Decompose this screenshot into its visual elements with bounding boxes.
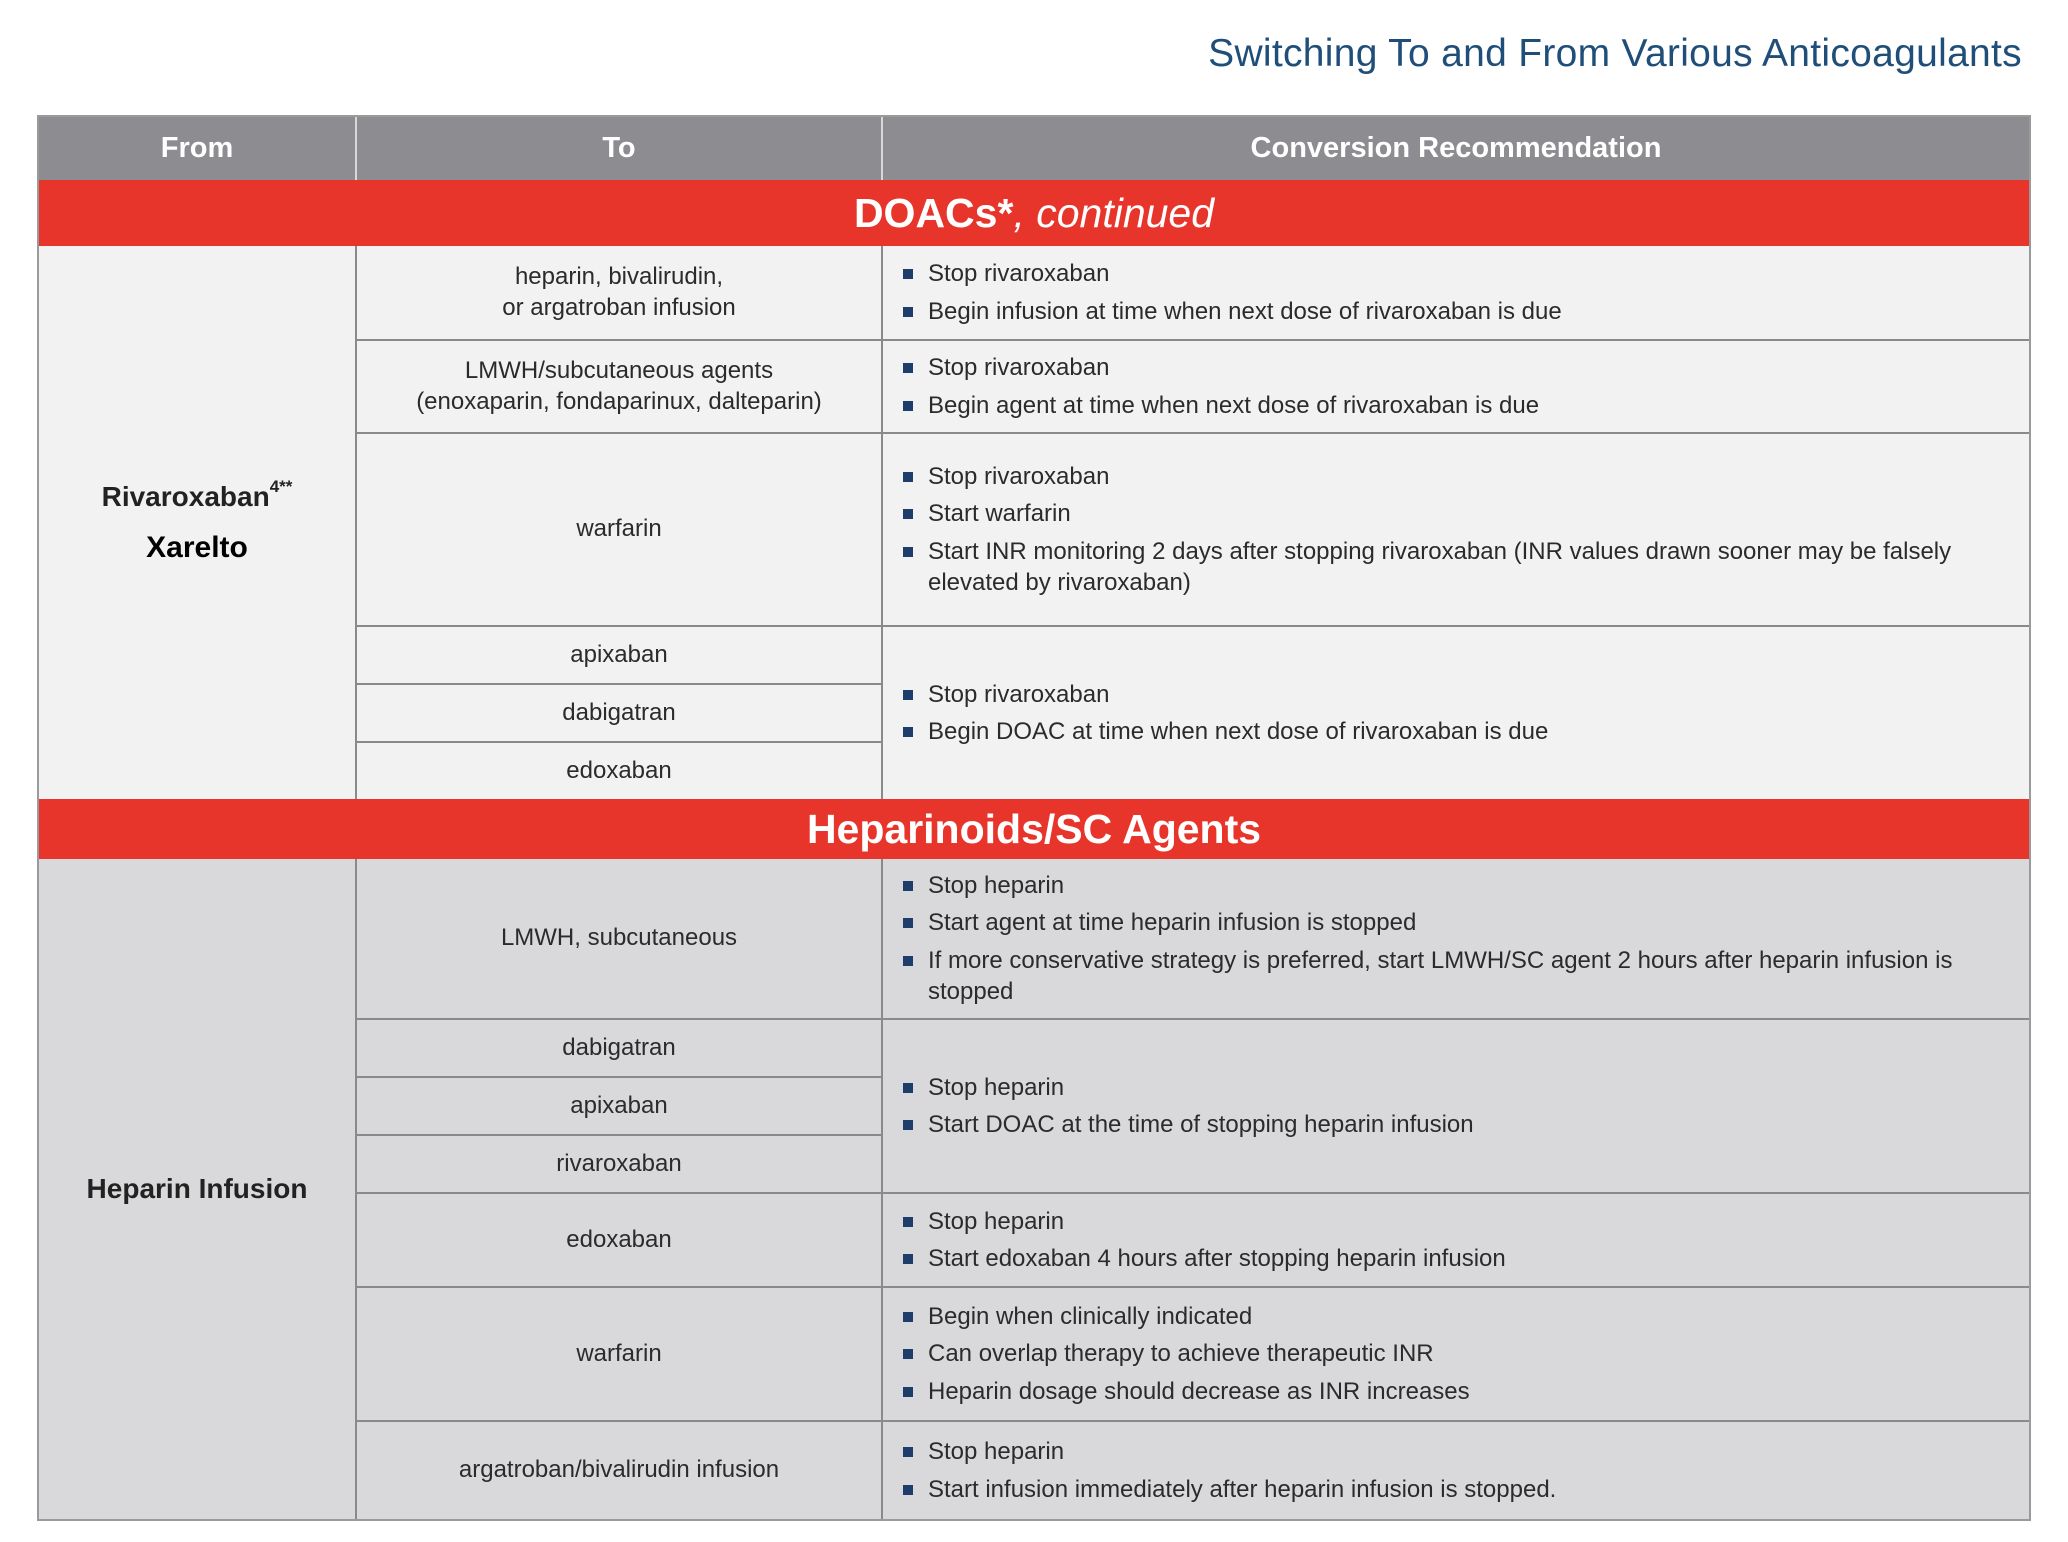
section-band-heparinoids: Heparinoids/SC Agents (39, 799, 2029, 859)
to-cell (357, 1286, 883, 1420)
cell-text: Start INR monitoring 2 days after stopping rivaroxaban (INR values drawn sooner may be falsely elevated by rivaroxaban) (928, 537, 1952, 596)
recommendation-cell (883, 859, 2029, 1018)
from-cell-rivaroxaban (39, 246, 357, 799)
bullet-square-icon (903, 690, 913, 700)
bullet-square-icon (903, 956, 913, 966)
to-cell (357, 1018, 883, 1076)
cell-text: LMWH, subcutaneous (500, 924, 738, 952)
column-header-recommendation: Conversion Recommendation (883, 117, 2029, 180)
to-cell (357, 741, 883, 799)
bullet-item (903, 390, 1969, 421)
cell-text: Stop heparin (928, 1207, 1065, 1235)
bullet-square-icon (903, 727, 913, 737)
section-band-doacs-title: DOACs* (853, 189, 1014, 236)
cell-text: heparin, bivalirudin, (514, 262, 724, 290)
cell-text: Stop heparin (928, 872, 1065, 900)
cell-text: Start warfarin (928, 500, 1071, 528)
recommendation-cell (883, 246, 2029, 339)
cell-text: Start DOAC at the time of stopping heparin infusion (928, 1111, 1474, 1138)
bullet-square-icon (903, 547, 913, 557)
recommendation-cell (883, 1018, 2029, 1192)
bullet-item (903, 1109, 1969, 1140)
bullet-square-icon (903, 401, 913, 411)
cell-text: Stop rivaroxaban (928, 354, 1110, 382)
cell-text: Heparin dosage should decrease as INR increases (928, 1377, 1470, 1405)
bullet-item (903, 945, 1969, 1007)
to-cell (357, 1192, 883, 1286)
bullet-item (903, 296, 1969, 327)
column-header-to: To (357, 117, 883, 180)
recommendation-cell (883, 1286, 2029, 1420)
cell-text: Rivaroxaban (101, 480, 270, 512)
cell-text: apixaban (570, 1091, 668, 1119)
cell-text: edoxaban (566, 756, 672, 784)
from-brand-name: Xarelto (146, 530, 248, 564)
bullet-square-icon (903, 307, 913, 317)
bullet-item (903, 1301, 1969, 1332)
bullet-item (903, 1376, 1969, 1407)
from-cell-heparin-infusion (39, 859, 357, 1519)
section-band-doacs (39, 180, 2029, 246)
bullet-item (903, 679, 1969, 710)
cell-text: argatroban/bivalirudin infusion (458, 1456, 780, 1484)
bullet-square-icon (903, 1485, 913, 1495)
cell-text: edoxaban (566, 1225, 672, 1253)
bullet-square-icon (903, 1120, 913, 1130)
cell-text: warfarin (576, 1339, 662, 1367)
bullet-square-icon (903, 1254, 913, 1264)
bullet-item (903, 907, 1969, 938)
bullet-item (903, 352, 1969, 383)
bullet-square-icon (903, 1387, 913, 1397)
bullet-square-icon (903, 1349, 913, 1359)
cell-text: LMWH/subcutaneous agents (464, 356, 774, 384)
cell-text: Stop heparin (928, 1438, 1065, 1466)
bullet-item (903, 1474, 1969, 1505)
bullet-item (903, 1338, 1969, 1369)
bullet-item (903, 1436, 1969, 1467)
cell-text: If more conservative strategy is preferred, start LMWH/SC agent 2 hours after heparin infusion is stopped (928, 946, 1953, 1005)
bullet-square-icon (903, 269, 913, 279)
bullet-item (903, 536, 1969, 598)
bullet-square-icon (903, 918, 913, 928)
recommendation-cell (883, 1192, 2029, 1286)
bullet-item (903, 1243, 1969, 1274)
bullet-square-icon (903, 472, 913, 482)
bullet-item (903, 716, 1969, 747)
to-cell (357, 246, 883, 339)
conversion-table (37, 115, 2031, 1521)
to-cell (357, 683, 883, 741)
to-cell (357, 339, 883, 432)
column-header-from: From (39, 117, 357, 180)
cell-text: Begin infusion at time when next dose of rivaroxaban is due (928, 297, 1562, 325)
cell-text: dabigatran (562, 1033, 676, 1061)
bullet-square-icon (903, 1312, 913, 1322)
cell-text: Start infusion immediately after heparin infusion is stopped. (928, 1475, 1557, 1503)
cell-text: apixaban (570, 640, 668, 668)
to-cell (357, 625, 883, 683)
to-cell (357, 432, 883, 625)
cell-text: Begin DOAC at time when next dose of rivaroxaban is due (928, 718, 1549, 745)
from-drug-name (101, 476, 293, 513)
bullet-item (903, 870, 1969, 901)
bullet-square-icon (903, 1083, 913, 1093)
bullet-square-icon (903, 881, 913, 891)
cell-text: (enoxaparin, fondaparinux, dalteparin) (416, 387, 822, 415)
bullet-item (903, 1072, 1969, 1103)
cell-text: or argatroban infusion (502, 293, 736, 321)
bullet-item (903, 461, 1969, 492)
to-cell (357, 1420, 883, 1519)
cell-text: rivaroxaban (556, 1149, 682, 1177)
recommendation-cell (883, 432, 2029, 625)
cell-text: Begin when clinically indicated (928, 1303, 1253, 1331)
bullet-item (903, 498, 1969, 529)
cell-text: Begin agent at time when next dose of rivaroxaban is due (928, 391, 1540, 419)
cell-text: Start edoxaban 4 hours after stopping heparin infusion (928, 1245, 1506, 1272)
cell-text: dabigatran (562, 698, 676, 726)
cell-text: Stop heparin (928, 1073, 1065, 1101)
page-title: Switching To and From Various Anticoagulants (1208, 32, 2022, 75)
section-band-doacs-continued: , continued (1013, 189, 1215, 236)
cell-text: warfarin (576, 515, 662, 543)
bullet-square-icon (903, 1447, 913, 1457)
cell-text: Stop rivaroxaban (928, 260, 1110, 288)
cell-text: Can overlap therapy to achieve therapeutic INR (928, 1340, 1434, 1368)
to-cell (357, 1076, 883, 1134)
bullet-item (903, 258, 1969, 289)
recommendation-cell (883, 339, 2029, 432)
cell-text: 4** (269, 476, 293, 496)
cell-text: Stop rivaroxaban (928, 680, 1110, 708)
bullet-square-icon (903, 363, 913, 373)
bullet-item (903, 1206, 1969, 1237)
bullet-square-icon (903, 509, 913, 519)
to-cell (357, 859, 883, 1018)
recommendation-cell (883, 1420, 2029, 1519)
from-drug-name: Heparin Infusion (86, 1173, 308, 1204)
to-cell (357, 1134, 883, 1192)
cell-text: Start agent at time heparin infusion is stopped (928, 909, 1417, 937)
bullet-square-icon (903, 1217, 913, 1227)
cell-text: Stop rivaroxaban (928, 463, 1110, 491)
recommendation-cell (883, 625, 2029, 799)
